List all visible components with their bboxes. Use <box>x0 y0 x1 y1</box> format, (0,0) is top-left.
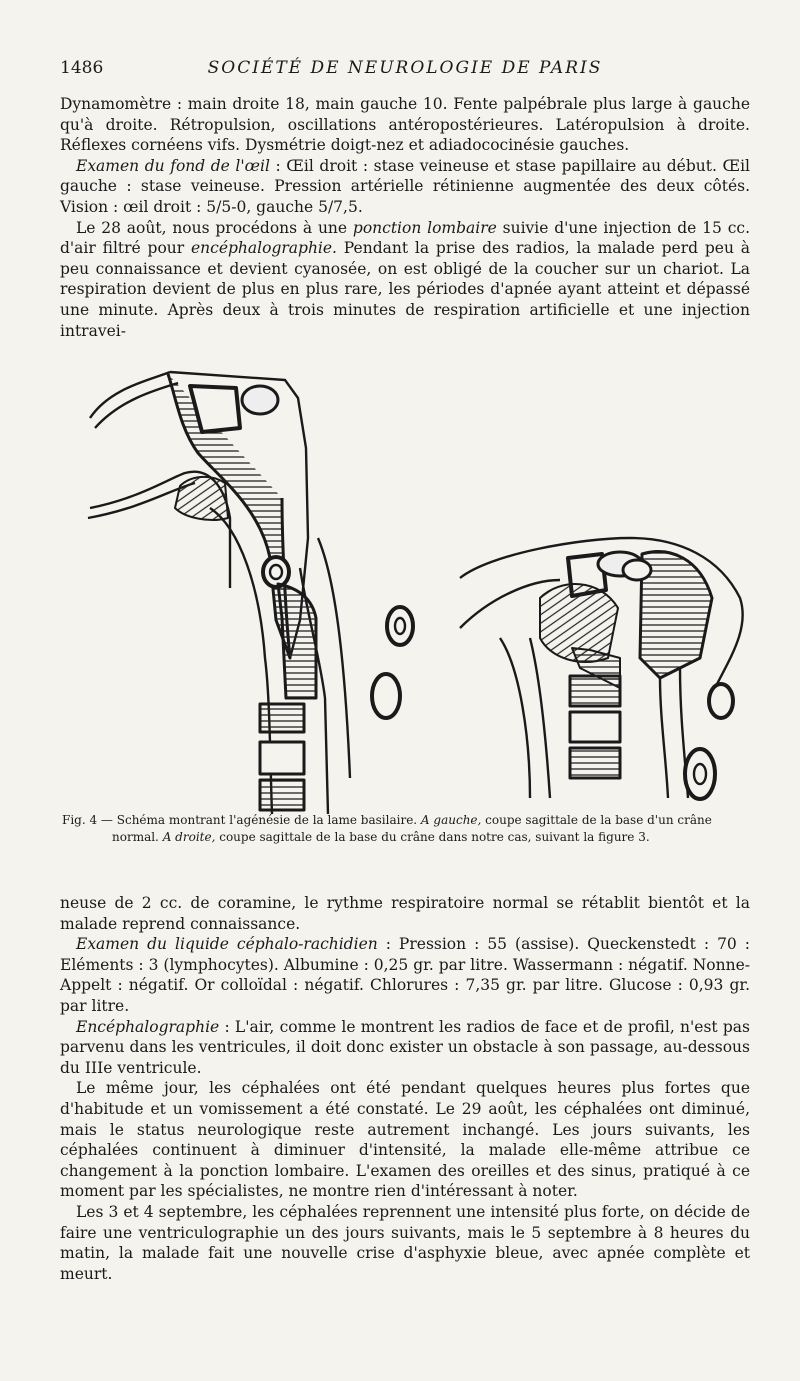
caption-line-1: Fig. 4 — Schéma montrant l'agénésie de la lame basilaire. A gauche, coupe sagittale de la base d'un crâne <box>62 813 712 827</box>
paragraph-lead: Encéphalographie <box>76 1017 220 1036</box>
paragraph-lead: Examen du fond de l'œil <box>76 156 270 175</box>
running-title: SOCIÉTÉ DE NEUROLOGIE DE PARIS <box>207 58 603 78</box>
paragraph: Dynamomètre : main droite 18, main gauche 10. Fente palpébrale plus large à gauche qu'à droite. Rétropulsion, oscillations antéropostérieures. Latéropulsion à droite. Réflexes cornéens vifs. Dysmétrie doigt-nez et adiadococinésie gauches. <box>60 95 750 155</box>
figure-caption <box>62 812 752 846</box>
running-header <box>60 58 750 84</box>
paragraph: Le même jour, les céphalées ont été pendant quelques heures plus fortes que d'habitude et un vomissement a été constaté. Le 29 août, les céphalées ont diminué, mais le status neurologique reste autrement inchangé. Les jours suivants, les céphalées continuent à diminuer d'intensité, la malade elle-même attribue ce changement à la ponction lombaire. L'examen des oreilles et des sinus, pratiqué à ce moment par les spécialistes, ne montre rien d'intéressant à noter. <box>60 1079 750 1201</box>
sagittal-section-figure <box>60 358 760 814</box>
text-block-top <box>60 94 750 341</box>
paragraph: Les 3 et 4 septembre, les céphalées reprennent une intensité plus forte, on décide de faire une ventriculographie un des jours suivants, mais le 5 septembre à 8 heures du matin, la malade fait une nouvelle crise d'asphyxie bleue, avec apnée complète et meurt. <box>60 1202 750 1283</box>
paragraph: Examen du liquide céphalo-rachidien : Pression : 55 (assise). Queckenstedt : 70 : Eléments : 3 (lymphocytes). Albumine : 0,25 gr. par litre. Wassermann : négatif. Nonne-Appelt : négatif. Or colloïdal : négatif. Chlorures : 7,35 gr. par litre. Glucose : 0,93 gr. par litre. <box>60 935 750 1015</box>
pathological-skull-section-drawing <box>460 538 743 799</box>
text-block-bottom <box>60 893 750 1284</box>
caption-line-2: normal. A droite, coupe sagittale de la base du crâne dans notre cas, suivant la figure 3. <box>112 830 650 844</box>
paragraph: neuse de 2 cc. de coramine, le rythme respiratoire normal se rétablit bientôt et la malade reprend connaissance. <box>60 894 750 933</box>
paragraph: Le 28 août, nous procédons à une ponction lombaire suivie d'une injection de 15 cc. d'air filtré pour encéphalographie. Pendant la prise des radios, la malade perd peu à peu connaissance et devient cyanosée, on est obligé de la coucher sur un chariot. La respiration devient de plus en plus rare, les périodes d'apnée ayant atteint et dépassé une minute. Après deux à trois minutes de respiration artificielle et une injection intravei- <box>60 218 750 340</box>
page-number: 1486 <box>60 58 104 78</box>
paragraph: Examen du fond de l'œil : Œil droit : stase veineuse et stase papillaire au début. Œil gauche : stase veineuse. Pression artérielle rétinienne augmentée des deux côtés. Vision : œil droit : 5/5-0, gauche 5/7,5. <box>60 156 750 216</box>
paragraph: Encéphalographie : L'air, comme le montrent les radios de face et de profil, n'est pas parvenu dans les ventricules, il doit donc exister un obstacle à son passage, au-dessous du IIIe ventricule. <box>60 1017 750 1077</box>
normal-skull-section-drawing <box>88 372 413 814</box>
paragraph-lead: Examen du liquide céphalo-rachidien <box>76 935 378 954</box>
